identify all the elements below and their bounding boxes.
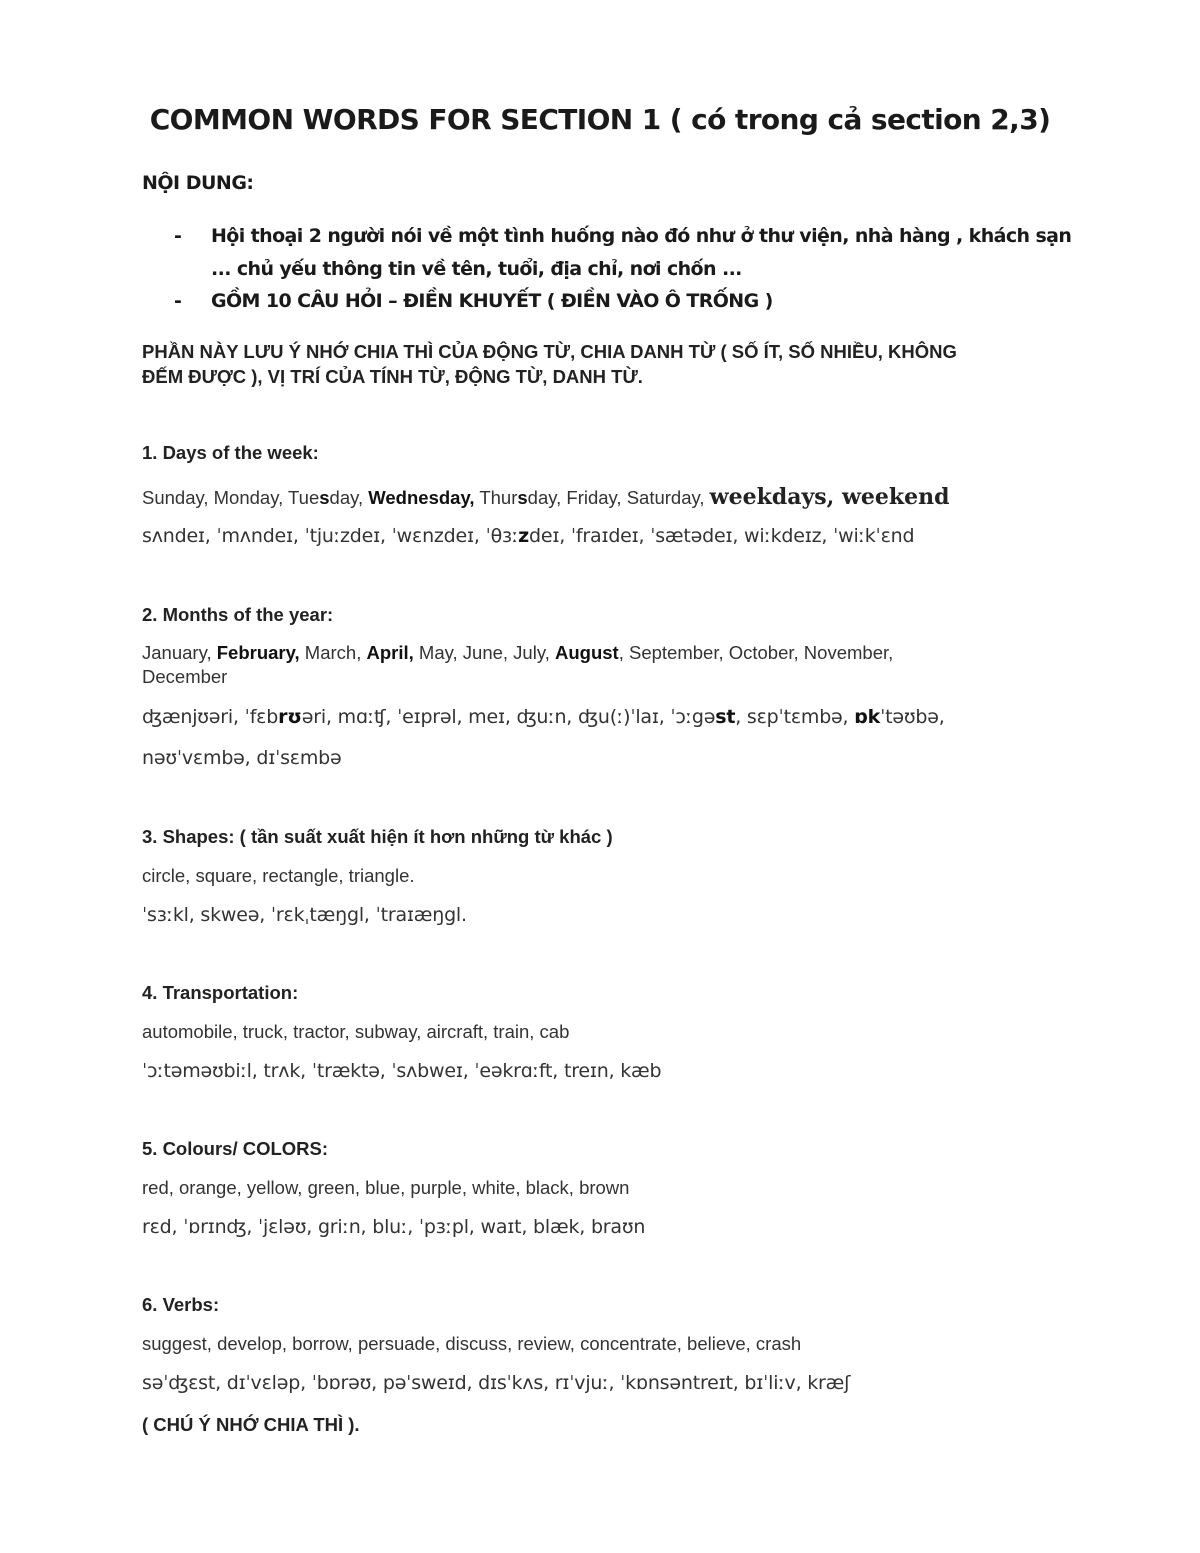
section-verbs-heading: 6. Verbs: [142, 1294, 220, 1315]
section-verbs-ipa: səˈʤɛst, dɪˈvɛləp, ˈbɒrəʊ, pəˈsweɪd, dɪsˈkʌs, rɪˈvjuː, ˈkɒnsəntreɪt, bɪˈliːv, kræʃ [142, 1372, 851, 1394]
days-bold: s [517, 487, 528, 508]
months-text: May, June, July, [413, 642, 555, 663]
section-transport-heading: 4. Transportation: [142, 982, 299, 1003]
ipa-text: sʌndeɪ, ˈmʌndeɪ, ˈtjuːzdeɪ, ˈwɛnzdeɪ, ˈθɜː [142, 525, 519, 547]
ipa-text: deɪ, ˈfraɪdeɪ, ˈsætədeɪ, wiːkdeɪz, ˈwiːkˈɛnd [529, 525, 915, 547]
section-transport-words: automobile, truck, tractor, subway, aircraft, train, cab [142, 1021, 570, 1042]
section-colours-words: red, orange, yellow, green, blue, purple, white, black, brown [142, 1177, 630, 1198]
ipa-text: ʤænjʊəri, ˈfɛb [142, 706, 279, 728]
document-title: COMMON WORDS FOR SECTION 1 ( có trong cả section 2,3) [149, 103, 1051, 136]
bullet-marker: - [174, 290, 182, 312]
section-days-heading: 1. Days of the week: [142, 442, 319, 463]
section-shapes-words: circle, square, rectangle, triangle. [142, 865, 415, 886]
bullet-marker: - [174, 225, 182, 247]
note-line-1: PHẦN NÀY LƯU Ý NHỚ CHIA THÌ CỦA ĐỘNG TỪ, CHIA DANH TỪ ( SỐ ÍT, SỐ NHIỀU, KHÔNG [142, 341, 957, 362]
section-months-ipa [142, 706, 945, 728]
section-colours-heading: 5. Colours/ COLORS: [142, 1138, 329, 1159]
content-label: NỘI DUNG: [142, 172, 254, 194]
days-text: Sunday, Monday, Tue [142, 487, 320, 508]
bullet-1-line-1: Hội thoại 2 người nói về một tình huống nào đó như ở thư viện, nhà hàng , khách sạn [211, 225, 1072, 247]
bullet-2-line-1: GỒM 10 CÂU HỎI – ĐIỀN KHUYẾT ( ĐIỀN VÀO Ô TRỐNG ) [211, 290, 773, 312]
section-days-ipa [142, 525, 914, 547]
section-colours-ipa: rɛd, ˈɒrɪnʤ, ˈjɛləʊ, griːn, bluː, ˈpɜːpl, waɪt, blæk, braʊn [142, 1216, 646, 1238]
days-text: day, Friday, Saturday, [527, 487, 710, 508]
ipa-text: ˈtəʊbə, [880, 706, 945, 728]
ipa-bold: rʊ [278, 706, 302, 728]
months-text: , September, October, November, [618, 642, 894, 663]
section-shapes-heading: 3. Shapes: ( tần suất xuất hiện ít hơn những từ khác ) [142, 826, 613, 847]
section-days-words [142, 484, 950, 510]
months-bold: April, [366, 642, 414, 663]
months-bold: February, [216, 642, 300, 663]
section-transport-ipa: ˈɔːtəməʊbiːl, trʌk, ˈtræktə, ˈsʌbweɪ, ˈeəkrɑːft, treɪn, kæb [142, 1060, 662, 1082]
days-bold: Wednesday, [368, 487, 475, 508]
section-months-words [142, 642, 893, 664]
ipa-text: əri, mɑːʧ, ˈeɪprəl, meɪ, ʤuːn, ʤu(ː)ˈlaɪ, ˈɔːgə [301, 706, 716, 728]
section-months-words-line-2: December [142, 666, 228, 687]
ipa-bold: ɒk [854, 706, 881, 728]
days-weekdays: weekdays, weekend [709, 484, 950, 510]
ipa-bold: st [715, 706, 736, 728]
months-text: January, [142, 642, 217, 663]
days-text: Thur [474, 487, 518, 508]
ipa-bold: z [518, 525, 529, 547]
days-bold: s [319, 487, 330, 508]
note-line-2: ĐẾM ĐƯỢC ), VỊ TRÍ CỦA TÍNH TỪ, ĐỘNG TỪ, DANH TỪ. [142, 366, 643, 387]
section-months-ipa-line-2: nəʊˈvɛmbə, dɪˈsɛmbə [142, 747, 342, 769]
section-verbs-note: ( CHÚ Ý NHỚ CHIA THÌ ). [142, 1414, 360, 1435]
section-verbs-words: suggest, develop, borrow, persuade, discuss, review, concentrate, believe, crash [142, 1333, 802, 1354]
section-months-heading: 2. Months of the year: [142, 604, 334, 625]
days-text: day, [329, 487, 369, 508]
months-bold: August [554, 642, 619, 663]
section-shapes-ipa: ˈsɜːkl, skweə, ˈrɛkˌtæŋgl, ˈtraɪæŋgl. [142, 904, 467, 926]
bullet-1-line-2: ... chủ yếu thông tin về tên, tuổi, địa chỉ, nơi chốn ... [211, 258, 742, 280]
ipa-text: , sɛpˈtɛmbə, [735, 706, 855, 728]
months-text: March, [299, 642, 367, 663]
